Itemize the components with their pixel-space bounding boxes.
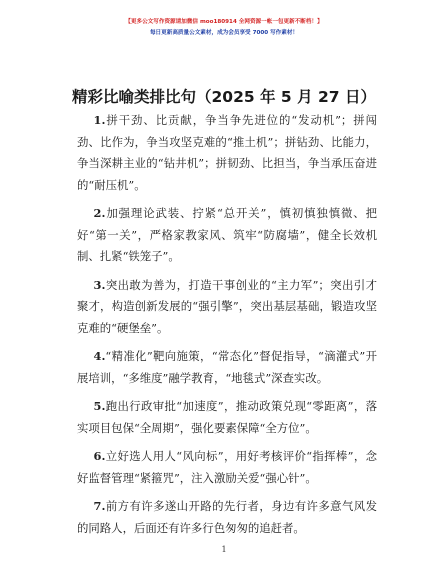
paragraph-text: 拼干劲、比贡献，争当争先进位的“发动机”；拼闯劲、比作为，争当攻坚克难的“推土机”；拼钻劲、比能力，争当深耕主业的“钻井机”；拼韧劲、比担当，争当承压奋进的“耐压机”。 — [77, 113, 377, 192]
paragraph-text: 前方有许多遂山开路的先行者，身边有许多意气风发的同路人，后面还有许多行色匆匆的追赶者。 — [77, 499, 377, 535]
paragraph-number: 7. — [93, 499, 106, 513]
paragraph-1 — [77, 110, 377, 196]
paragraph-3 — [77, 275, 377, 340]
paragraph-7 — [77, 496, 377, 539]
paragraph-number: 3. — [93, 277, 106, 292]
paragraph-number: 4. — [93, 349, 106, 363]
document-body — [77, 110, 377, 546]
paragraph-number: 5. — [93, 399, 106, 413]
paragraph-2 — [77, 203, 377, 268]
paragraph-4 — [77, 346, 377, 389]
promo-banner-line1: 【更多公文写作资源请加微信 moo180914 全网资源一帐一包更新不断档！】 — [125, 19, 323, 25]
paragraph-text: “精准化”靶向施策，“常态化”督促指导，“滴灌式”开展培训，“多维度”融学教育，“地毯式”深查实改。 — [77, 349, 377, 385]
paragraph-6 — [77, 446, 377, 489]
paragraph-text: 跑出行政审批“加速度”，推动政策兑现“零距离”，落实项目包保“全周期”，强化要素保障“全方位”。 — [77, 399, 377, 435]
promo-banner-line2: 每日更新高质量公文素材，成为会员享受 7000 写作素材！ — [149, 30, 299, 36]
paragraph-5 — [77, 396, 377, 439]
paragraph-number: 1. — [93, 113, 106, 127]
paragraph-number: 2. — [93, 206, 106, 220]
paragraph-text: 加强理论武装、拧紧“总开关”，慎初慎独慎微、把好“第一关”，严格家教家风、筑牢“防腐墙”，健全长效机制、扎紧“铁笼子”。 — [77, 206, 377, 263]
paragraph-number: 6. — [93, 449, 106, 463]
paragraph-text: 突出敢为善为，打造干事创业的“主力军”；突出引才聚才，构造创新发展的“强引擎”，突出基层基础，锻造攻坚克难的“硬堡垒”。 — [77, 277, 377, 335]
page-number: 1 — [221, 545, 227, 554]
paragraph-text: 立好选人用人“风向标”，用好考核评价“指挥棒”，念好监督管理“紧箍咒”，注入激励关爱“强心针”。 — [77, 449, 377, 485]
page-title: 精彩比喻类排比句（2025 年 5 月 27 日） — [72, 88, 376, 106]
